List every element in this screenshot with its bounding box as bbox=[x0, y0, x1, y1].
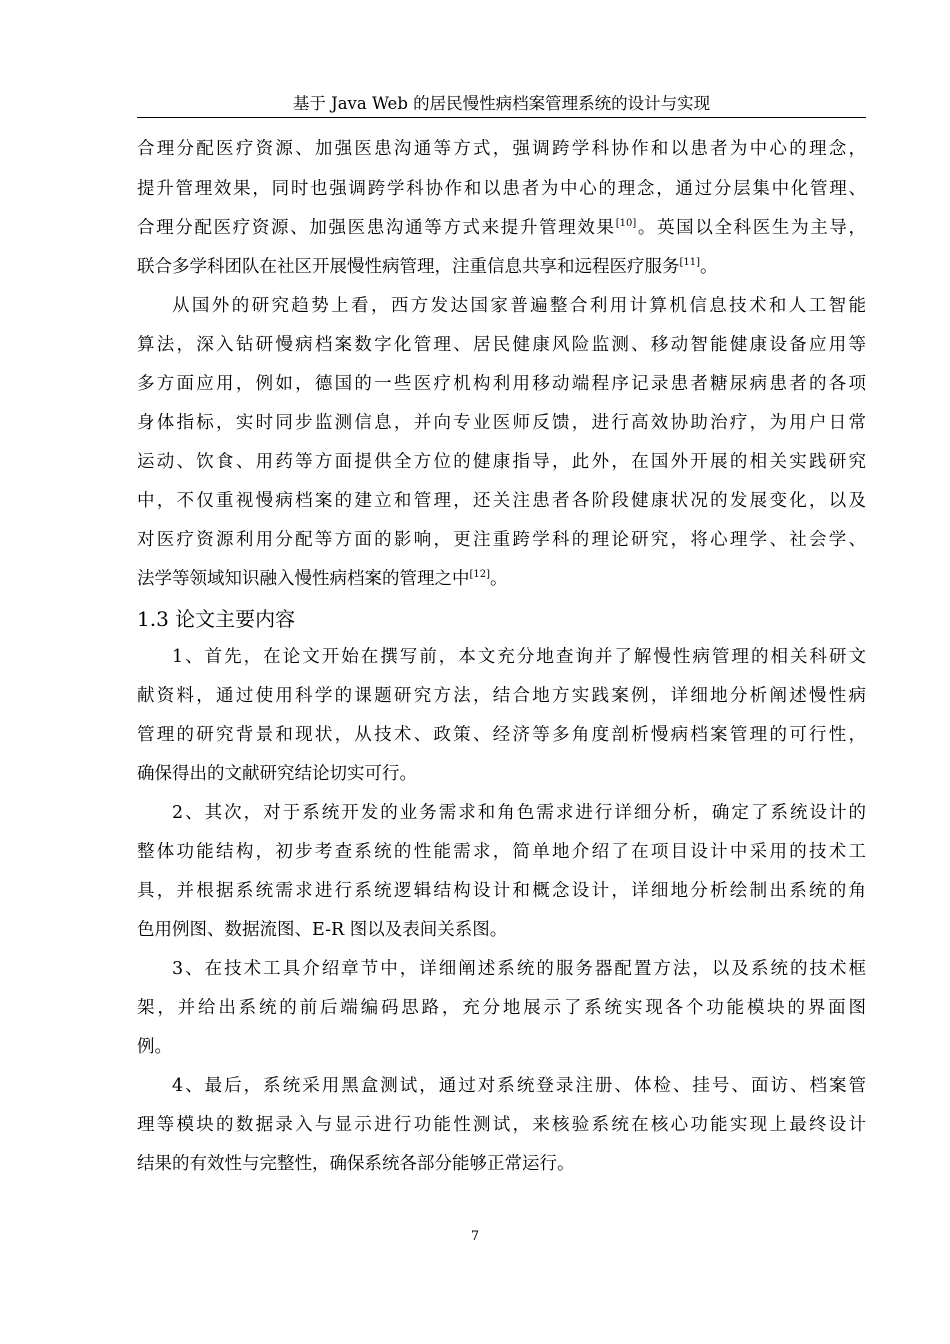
paragraph-1-line-2: 提升管理效果，同时也强调跨学科协作和以患者为中心的理念，通过分层集中化管理、 bbox=[137, 179, 866, 199]
paragraph-2-line-6: 中，不仅重视慢病档案的建立和管理，还关注患者各阶段健康状况的发展变化，以及 bbox=[137, 491, 866, 511]
paragraph-1-line-3-tail: 。英国以全科医生为主导， bbox=[636, 218, 867, 238]
paragraph-1-line-3 bbox=[137, 213, 866, 243]
item-1-line-2: 献资料，通过使用科学的课题研究方法，结合地方实践案例，详细地分析阐述慢性病 bbox=[137, 686, 866, 706]
paragraph-1-line-1: 合理分配医疗资源、加强医患沟通等方式，强调跨学科协作和以患者为中心的理念， bbox=[137, 139, 866, 159]
paragraph-1-line-3-text: 合理分配医疗资源、加强医患沟通等方式来提升管理效果 bbox=[137, 218, 616, 238]
paragraph-2-line-7: 对医疗资源利用分配等方面的影响，更注重跨学科的理论研究，将心理学、社会学、 bbox=[137, 530, 866, 550]
header-title: 基于 Java Web 的居民慢性病档案管理系统的设计与实现 bbox=[292, 94, 711, 113]
page-header bbox=[137, 93, 866, 118]
paragraph-2-line-8-text: 法学等领域知识融入慢性病档案的管理之中 bbox=[137, 569, 470, 589]
item-2-line-1: 2、其次，对于系统开发的业务需求和角色需求进行详细分析，确定了系统设计的 bbox=[172, 803, 866, 823]
paragraph-2-line-1: 从国外的研究趋势上看，西方发达国家普遍整合利用计算机信息技术和人工智能 bbox=[172, 296, 866, 316]
paragraph-2-line-3: 多方面应用，例如，德国的一些医疗机构利用移动端程序记录患者糖尿病患者的各项 bbox=[137, 374, 866, 394]
item-4-line-2: 理等模块的数据录入与显示进行功能性测试，来核验系统在核心功能实现上最终设计 bbox=[137, 1115, 866, 1135]
item-4-line-1: 4、最后，系统采用黑盒测试，通过对系统登录注册、体检、挂号、面访、档案管 bbox=[172, 1076, 866, 1096]
paragraph-2-line-5: 运动、饮食、用药等方面提供全方位的健康指导，此外，在国外开展的相关实践研究 bbox=[137, 452, 866, 472]
item-3-line-1: 3、在技术工具介绍章节中，详细阐述系统的服务器配置方法，以及系统的技术框 bbox=[172, 959, 866, 979]
item-3-line-3: 例。 bbox=[137, 1037, 172, 1057]
paragraph-2-line-2: 算法，深入钻研慢病档案数字化管理、居民健康风险监测、移动智能健康设备应用等 bbox=[137, 335, 866, 355]
item-1-line-3: 管理的研究背景和现状，从技术、政策、经济等多角度剖析慢病档案管理的可行性， bbox=[137, 725, 866, 745]
item-2-line-3: 具，并根据系统需求进行系统逻辑结构设计和概念设计，详细地分析绘制出系统的角 bbox=[137, 881, 866, 901]
item-4-line-3: 结果的有效性与完整性，确保系统各部分能够正常运行。 bbox=[137, 1154, 575, 1174]
paragraph-1-line-4-tail: 。 bbox=[700, 257, 718, 277]
citation-11: [11] bbox=[679, 257, 701, 268]
item-2-line-2: 整体功能结构，初步考查系统的性能需求，简单地介绍了在项目设计中采用的技术工 bbox=[137, 842, 866, 862]
page-number: 7 bbox=[470, 1229, 480, 1244]
paragraph-1-line-4 bbox=[137, 252, 866, 282]
paragraph-2-line-8 bbox=[137, 564, 866, 594]
section-heading: 1.3 论文主要内容 bbox=[137, 607, 296, 631]
item-2-line-4: 色用例图、数据流图、E-R 图以及表间关系图。 bbox=[137, 920, 508, 940]
paragraph-2-line-4: 身体指标，实时同步监测信息，并向专业医师反馈，进行高效协助治疗，为用户日常 bbox=[137, 413, 866, 433]
item-3-line-2: 架，并给出系统的前后端编码思路，充分地展示了系统实现各个功能模块的界面图 bbox=[137, 998, 866, 1018]
paragraph-1-line-4-text: 联合多学科团队在社区开展慢性病管理，注重信息共享和远程医疗服务 bbox=[137, 257, 680, 277]
citation-12: [12] bbox=[469, 569, 491, 580]
citation-10: [10] bbox=[615, 218, 637, 229]
item-1-line-4: 确保得出的文献研究结论切实可行。 bbox=[137, 764, 417, 784]
paragraph-2-line-8-tail: 。 bbox=[490, 569, 508, 589]
item-1-line-1: 1、首先，在论文开始在撰写前，本文充分地查询并了解慢性病管理的相关科研文 bbox=[172, 647, 866, 667]
